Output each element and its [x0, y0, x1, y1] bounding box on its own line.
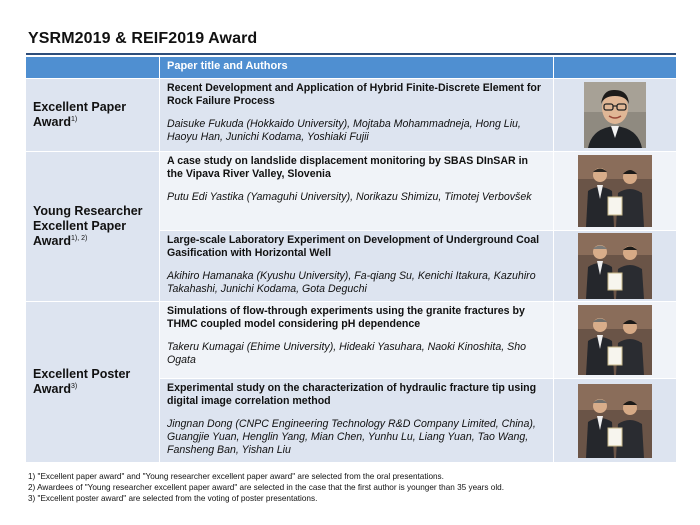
- footnotes: [28, 471, 504, 505]
- award-footnote-ref: 3): [70, 382, 78, 390]
- paper-authors: Putu Edi Yastika (Yamaguhi University), Norikazu Shimizu, Timotej Verbovšek: [167, 191, 532, 203]
- award-footnote-ref: 1), 2): [70, 234, 88, 242]
- award-ceremony-photo: [578, 305, 652, 375]
- award-table: [26, 57, 676, 462]
- footnote-3: 3) "Excellent poster award" are selected from the voting of poster presentations.: [28, 494, 318, 504]
- award-ceremony-photo: [578, 384, 652, 458]
- page-title: YSRM2019 & REIF2019 Award: [28, 30, 258, 47]
- award-excellent-paper: [26, 79, 159, 151]
- photo-cell-3: [554, 231, 676, 301]
- paper-title: Large-scale Laboratory Experiment on Development of Underground Coal Gasification with Horizontal Well: [167, 234, 540, 259]
- paper-row-2: [160, 152, 553, 230]
- award-label-line1: Excellent Paper: [33, 100, 127, 114]
- paper-title: Recent Development and Application of Hybrid Finite-Discrete Element for Rock Failure Process: [167, 82, 541, 107]
- paper-authors: Akihiro Hamanaka (Kyushu University), Fa-qiang Su, Kenichi Itakura, Kazuhiro Takahashi, Junichi Kodama, Gota Deguchi: [167, 270, 536, 295]
- award-label-line1: Young Researcher: [33, 204, 143, 218]
- paper-authors: Takeru Kumagai (Ehime University), Hideaki Yasuhara, Naoki Kinoshita, Sho Ogata: [167, 341, 526, 366]
- paper-row-3: [160, 231, 553, 301]
- paper-title: Simulations of flow-through experiments using the granite fractures by THMC coupled model considering pH dependence: [167, 305, 525, 330]
- paper-row-1: [160, 79, 553, 151]
- footnote-2: 2) Awardees of "Young researcher excellent paper award" are selected in the case that the first author is younger than 35 years old.: [28, 483, 504, 493]
- photo-cell-2: [554, 152, 676, 230]
- award-ceremony-photo: [578, 233, 652, 299]
- paper-title: A case study on landslide displacement monitoring by SBAS DInSAR in the Vipava River Valley, Slovenia: [167, 155, 529, 180]
- award-young-researcher: [26, 152, 159, 301]
- photo-cell-1: [554, 79, 676, 151]
- award-excellent-poster: [26, 302, 159, 462]
- paper-title: Experimental study on the characterization of hydraulic fracture tip using digital image correlation method: [167, 382, 537, 407]
- award-ceremony-photo: [578, 155, 652, 227]
- award-label-line2: Award$^{1)}$: [33, 115, 78, 129]
- award-label-line1: Excellent Poster: [33, 367, 131, 381]
- award-label-line3: Award$^{1), 2)}$: [33, 234, 88, 248]
- portrait-photo: [584, 82, 646, 148]
- header-photo-cell: [554, 57, 676, 78]
- header-blank-cell: [26, 57, 159, 78]
- footnote-1: 1) "Excellent paper award" and "Young researcher excellent paper award" are selected from the oral presentations.: [28, 472, 444, 481]
- award-footnote-ref: 1): [70, 115, 78, 123]
- paper-authors: Daisuke Fukuda (Hokkaido University), Mojtaba Mohammadneja, Hong Liu, Haoyu Han, Junichi Kodama, Yoshiaki Fujii: [167, 118, 521, 143]
- award-label-line2: Award$^{3)}$: [33, 382, 78, 396]
- award-label-line2: Excellent Paper: [33, 219, 127, 233]
- photo-cell-4: [554, 302, 676, 378]
- title-rule: [26, 53, 676, 55]
- paper-row-4: [160, 302, 553, 378]
- photo-cell-5: [554, 379, 676, 462]
- header-paper-title-authors: Paper title and Authors: [160, 57, 553, 78]
- paper-row-5: [160, 379, 553, 462]
- paper-authors: Jingnan Dong (CNPC Engineering Technology R&D Company Limited, China), Guangjie Yuan, Henglin Yang, Mian Chen, Yunhu Lu, Liang Yuan, Tao Wang, Fansheng Ban, Yishan Liu: [167, 418, 536, 456]
